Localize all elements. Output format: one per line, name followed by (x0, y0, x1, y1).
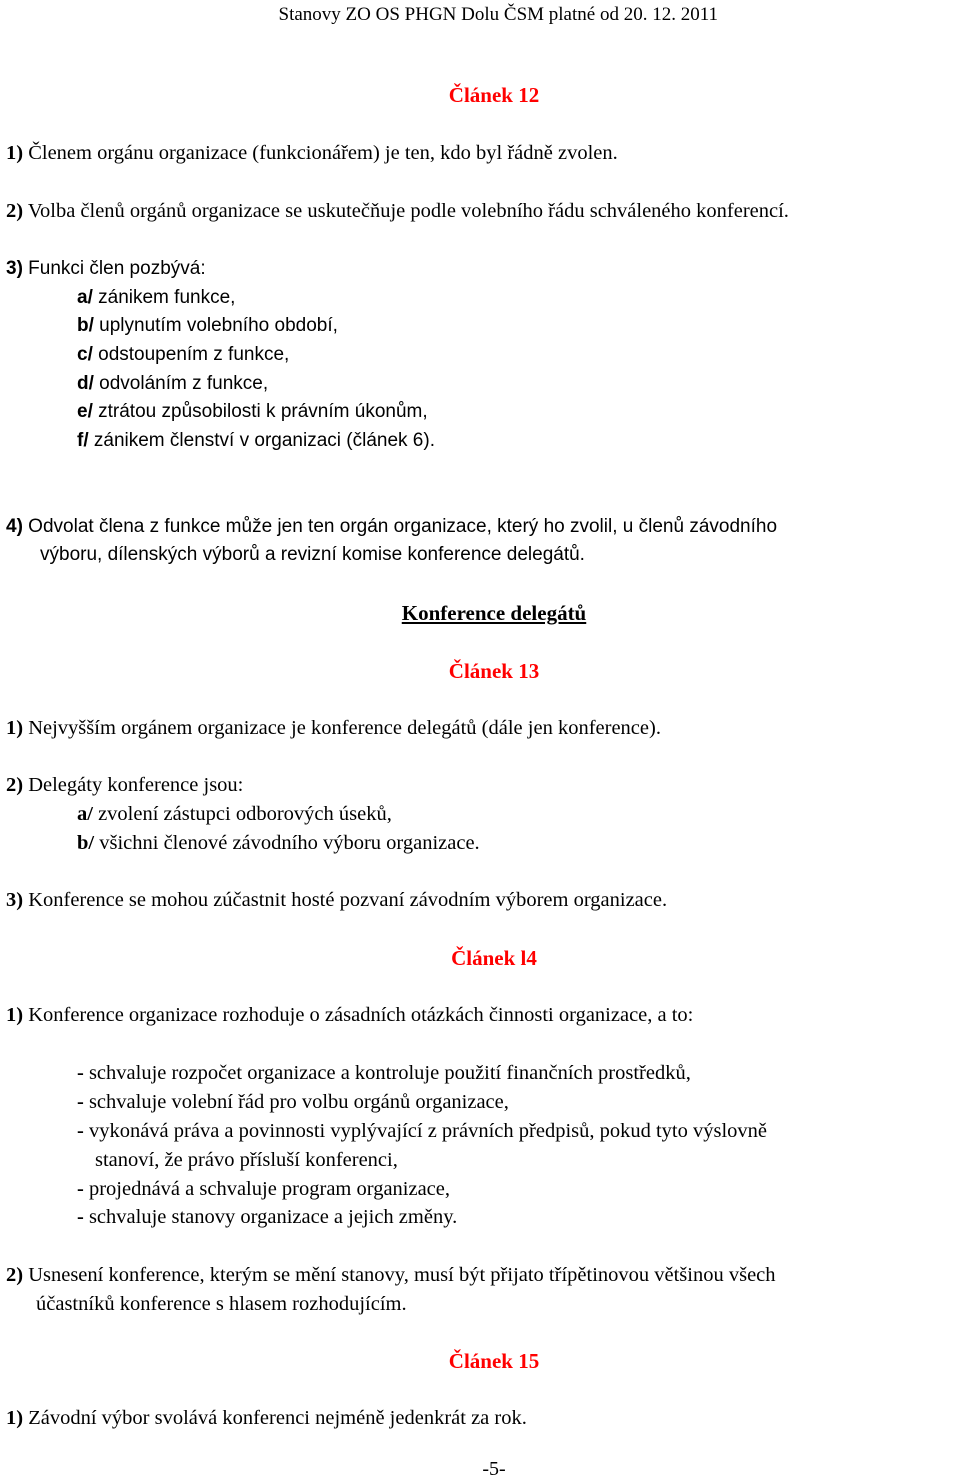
art14-item-5: - schvaluje stanovy organizace a jejich změny. (77, 1206, 458, 1228)
art14-para-1: 1) Konference organizace rozhoduje o zásadních otázkách činnosti organizace, a to: (6, 1004, 694, 1026)
art13-para-2: 2) Delegáty konference jsou: (6, 774, 244, 796)
page-number: -5- (482, 1458, 506, 1480)
art12-item-d: d/ odvoláním z funkce, (77, 373, 269, 394)
art12-para-3: 3) Funkci člen pozbývá: (6, 258, 206, 279)
art13-item-a: a/ zvolení zástupci odborových úseků, (77, 803, 392, 825)
art12-item-b: b/ uplynutím volebního období, (77, 315, 338, 336)
article-12-title: Článek 12 (448, 83, 540, 107)
header-text: Stanovy ZO OS PHGN Dolu ČSM platné od 20. 12. 2011 (278, 4, 718, 25)
art14-item-2: - schvaluje volební řád pro volbu orgánů organizace, (77, 1091, 509, 1113)
art14-item-3-cont: stanoví, že právo přísluší konferenci, (95, 1149, 398, 1171)
art14-para-2-cont: účastníků konference s hlasem rozhodujícím. (36, 1293, 407, 1315)
art13-item-b: b/ všichni členové závodního výboru organizace. (77, 832, 480, 854)
art12-item-c: c/ odstoupením z funkce, (77, 344, 290, 365)
art12-item-e: e/ ztrátou způsobilosti k právním úkonům, (77, 401, 428, 422)
art12-para-2: 2) Volba členů orgánů organizace se uskutečňuje podle volebního řádu schváleného konferencí. (6, 200, 789, 222)
art13-para-1: 1) Nejvyšším orgánem organizace je konference delegátů (dále jen konference). (6, 717, 661, 739)
art12-item-f: f/ zánikem členství v organizaci (článek 6). (77, 430, 435, 451)
art14-item-3: - vykonává práva a povinnosti vyplývající z právních předpisů, pokud tyto výslovně (77, 1120, 768, 1142)
art14-item-4: - projednává a schvaluje program organizace, (77, 1178, 451, 1200)
running-header (0, 4, 960, 26)
art14-item-1: - schvaluje rozpočet organizace a kontroluje použití finančních prostředků, (77, 1062, 691, 1084)
art13-para-3: 3) Konference se mohou zúčastnit hosté pozvaní závodním výborem organizace. (6, 889, 668, 911)
art12-para-4: 4) Odvolat člena z funkce může jen ten orgán organizace, který ho zvolil, u členů závodního (6, 516, 778, 537)
art12-para-1: 1) Členem orgánu organizace (funkcionářem) je ten, kdo byl řádně zvolen. (6, 142, 618, 164)
art12-para-4-cont: výboru, dílenských výborů a revizní komise konference delegátů. (40, 544, 585, 565)
article-15-title: Článek 15 (448, 1349, 540, 1373)
section-heading: Konference delegátů (401, 601, 587, 625)
article-14-title: Článek l4 (451, 946, 537, 970)
art14-para-2: 2) Usnesení konference, kterým se mění stanovy, musí být přijato třípětinovou většinou všech (6, 1264, 776, 1286)
art15-para-1: 1) Závodní výbor svolává konferenci nejméně jedenkrát za rok. (6, 1407, 527, 1429)
art12-item-a: a/ zánikem funkce, (77, 287, 236, 308)
article-13-title: Článek 13 (448, 659, 540, 683)
